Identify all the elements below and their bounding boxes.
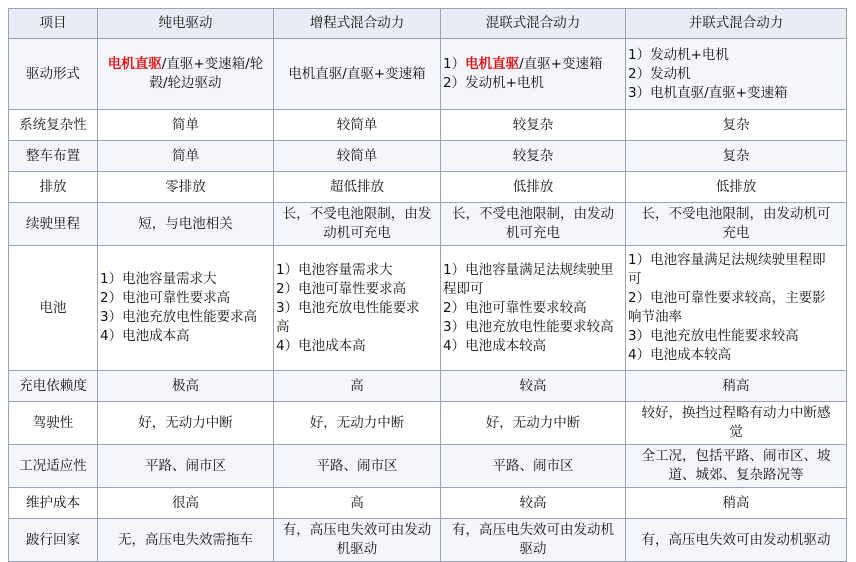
table-cell: [626, 246, 847, 371]
cell-line: [100, 74, 271, 93]
cell-line: [628, 178, 844, 197]
row-label: 电池: [9, 246, 98, 371]
cell-line: [443, 299, 623, 318]
cell-text: 有，高压电失效可由发动机驱动: [641, 531, 831, 548]
cell-line: [628, 65, 844, 84]
header-pure-electric: 纯电驱动: [98, 9, 274, 39]
cell-line: [628, 423, 844, 442]
table-cell: [98, 172, 274, 203]
header-item: 项目: [9, 9, 98, 39]
cell-text: 3）电池充放电性能要求较高: [443, 318, 614, 335]
table-cell: [626, 519, 847, 562]
cell-line: [628, 308, 844, 327]
table-cell: [626, 371, 847, 402]
cell-line: [443, 116, 623, 135]
table-cell: [441, 402, 626, 445]
cell-text: 简单: [172, 116, 199, 133]
cell-text: 低排放: [512, 178, 554, 195]
cell-text: 机驱动: [336, 541, 378, 557]
cell-text: 稍高: [722, 494, 750, 511]
row-label: 充电依赖度: [9, 371, 98, 402]
cell-line: [443, 494, 623, 513]
cell-line: [443, 280, 623, 299]
header-range-extended-hybrid: 增程式混合动力: [274, 9, 441, 39]
row-label: 工况适应性: [9, 445, 98, 488]
table-cell: [626, 488, 847, 519]
cell-text: 无，高压电失效需拖车: [118, 531, 253, 548]
cell-line: [100, 531, 271, 550]
cell-text: 平路、闹市区: [145, 457, 226, 474]
table-cell: [274, 519, 441, 562]
cell-line: [628, 46, 844, 65]
cell-text: 简单: [172, 147, 199, 164]
cell-line: [628, 224, 844, 243]
table-row: [9, 246, 847, 371]
cell-line: [443, 457, 623, 476]
cell-text: 较复杂: [512, 116, 554, 133]
table-cell: [274, 488, 441, 519]
table-row: [9, 402, 847, 445]
cell-text: 复杂: [722, 147, 750, 164]
cell-line: [100, 116, 271, 135]
table-header-row: [9, 9, 847, 39]
cell-text: 毂/轮边驱动: [149, 75, 222, 91]
cell-text: 2）电池可靠性要求较高，主要影: [628, 290, 826, 306]
table-cell: [274, 445, 441, 488]
cell-text: 短，与电池相关: [138, 215, 233, 232]
table-cell: [441, 371, 626, 402]
cell-text: 较高: [519, 377, 547, 394]
cell-text: 超低排放: [330, 178, 384, 195]
row-label: 驱动形式: [9, 39, 98, 110]
cell-text: 觉: [729, 424, 743, 440]
cell-line: [443, 540, 623, 559]
comparison-table-container: [8, 8, 847, 562]
cell-line: [276, 65, 438, 84]
cell-line: [100, 494, 271, 513]
table-cell: [98, 246, 274, 371]
cell-line: [100, 270, 271, 289]
cell-text: 充电: [722, 225, 750, 241]
cell-line: [100, 178, 271, 197]
table-cell: [274, 371, 441, 402]
table-cell: [98, 402, 274, 445]
table-cell: [626, 172, 847, 203]
table-cell: [626, 402, 847, 445]
cell-text: 高: [276, 318, 290, 335]
table-cell: [441, 172, 626, 203]
cell-line: [443, 414, 623, 433]
table-cell: [98, 110, 274, 141]
cell-line: [100, 147, 271, 166]
cell-text: 平路、闹市区: [492, 457, 574, 474]
table-cell: [274, 172, 441, 203]
cell-line: [276, 147, 438, 166]
cell-line: [628, 327, 844, 346]
cell-text: 较简单: [336, 116, 378, 133]
table-cell: [626, 203, 847, 246]
cell-text: 较复杂: [512, 147, 554, 164]
cell-line: [628, 447, 844, 466]
cell-line: [276, 521, 438, 540]
table-cell: [441, 488, 626, 519]
cell-text: 4）电池成本较高: [628, 347, 732, 363]
table-cell: [441, 39, 626, 110]
table-cell: [441, 203, 626, 246]
table-cell: [274, 402, 441, 445]
table-row: [9, 39, 847, 110]
table-cell: [274, 141, 441, 172]
cell-text: 有，高压电失效可由发动机: [452, 522, 614, 538]
cell-line: [100, 55, 271, 74]
cell-line: [443, 74, 623, 93]
table-row: [9, 172, 847, 203]
row-label: 系统复杂性: [9, 110, 98, 141]
cell-line: [628, 494, 844, 513]
cell-line: [443, 205, 623, 224]
cell-text: 机可充电: [506, 225, 560, 241]
cell-line: [276, 377, 438, 396]
table-row: [9, 203, 847, 246]
cell-text: 复杂: [722, 116, 750, 133]
cell-text: 极高: [172, 377, 199, 394]
table-cell: [274, 246, 441, 371]
cell-text: 长，不受电池限制，由发: [282, 206, 432, 222]
cell-line: [443, 224, 623, 243]
cell-line: [443, 55, 623, 74]
cell-text: 2）电池可靠性要求较高: [443, 299, 587, 316]
cell-text: /直驱+变速箱/轮: [161, 56, 264, 72]
cell-line: [100, 327, 271, 346]
cell-line: [276, 337, 438, 356]
cell-line: [628, 84, 844, 103]
cell-text: 较高: [519, 494, 547, 511]
row-label: 续驶里程: [9, 203, 98, 246]
cell-line: [628, 270, 844, 289]
cell-line: [628, 116, 844, 135]
cell-text: 响节油率: [628, 309, 682, 325]
cell-text: 1）电池容量满足法规续驶里程即: [628, 252, 826, 268]
table-cell: [274, 110, 441, 141]
table-row: [9, 488, 847, 519]
table-row: [9, 371, 847, 402]
cell-line: [276, 116, 438, 135]
cell-line: [443, 377, 623, 396]
cell-line: [628, 147, 844, 166]
cell-text: 3）电池充放电性能要求高: [100, 309, 258, 325]
table-row: [9, 141, 847, 172]
cell-text: 1）电池容量满足法规续驶里: [443, 261, 614, 278]
cell-text: 长，不受电池限制，由发动: [452, 206, 614, 222]
cell-line: [276, 178, 438, 197]
cell-text: 1）电池容量需求大: [100, 271, 217, 287]
cell-line: [628, 404, 844, 423]
table-cell: [441, 445, 626, 488]
cell-line: [443, 337, 623, 356]
cell-text: 道、城郊、复杂路况等: [668, 467, 804, 483]
row-label: 维护成本: [9, 488, 98, 519]
cell-line: [100, 377, 271, 396]
table-cell: [274, 203, 441, 246]
highlighted-text: 电机直驱: [107, 56, 162, 72]
cell-text: 2）电池可靠性要求高: [276, 280, 407, 297]
cell-text: 动机可充电: [323, 225, 391, 241]
table-cell: [98, 445, 274, 488]
cell-line: [628, 531, 844, 550]
table-cell: [98, 371, 274, 402]
cell-text: 电机直驱/直驱+变速箱: [288, 65, 426, 82]
cell-text: 很高: [172, 494, 199, 511]
cell-line: [628, 205, 844, 224]
cell-text: 4）电池成本高: [100, 328, 190, 344]
cell-text: 好，无动力中断: [138, 414, 233, 431]
cell-line: [276, 205, 438, 224]
cell-line: [443, 178, 623, 197]
cell-line: [276, 299, 438, 318]
header-series-parallel-hybrid: 混联式混合动力: [441, 9, 626, 39]
cell-line: [276, 457, 438, 476]
cell-line: [628, 346, 844, 365]
cell-text: 程即可: [443, 280, 484, 297]
cell-line: [100, 414, 271, 433]
cell-line: [100, 308, 271, 327]
table-row: [9, 110, 847, 141]
cell-text: 驱动: [519, 541, 547, 557]
cell-text: 3）电池充放电性能要求: [276, 299, 420, 316]
table-cell: [274, 39, 441, 110]
cell-line: [276, 494, 438, 513]
cell-text: 1）电池容量需求大: [276, 261, 393, 278]
cell-text: 好，无动力中断: [485, 414, 581, 431]
table-row: [9, 445, 847, 488]
cell-line: [100, 215, 271, 234]
row-label: 整车布置: [9, 141, 98, 172]
cell-line: [276, 280, 438, 299]
cell-text: 2）发动机+电机: [443, 75, 544, 91]
cell-text: 高: [350, 494, 364, 511]
table-cell: [98, 141, 274, 172]
table-cell: [98, 519, 274, 562]
table-cell: [441, 141, 626, 172]
cell-text: 2）发动机: [628, 65, 691, 82]
cell-text: 高: [350, 377, 364, 394]
cell-text: 稍高: [722, 377, 750, 394]
table-cell: [441, 519, 626, 562]
cell-line: [276, 224, 438, 243]
cell-text: 3）电池充放电性能要求较高: [628, 328, 799, 344]
cell-line: [443, 261, 623, 280]
cell-text: 低排放: [715, 178, 757, 195]
row-label: 驾驶性: [9, 402, 98, 445]
highlighted-text: 电机直驱: [465, 56, 520, 72]
table-cell: [626, 445, 847, 488]
cell-text: /直驱+变速箱: [519, 56, 603, 72]
cell-line: [276, 540, 438, 559]
table-cell: [441, 246, 626, 371]
cell-line: [100, 457, 271, 476]
cell-line: [443, 147, 623, 166]
table-cell: [626, 39, 847, 110]
table-cell: [441, 110, 626, 141]
cell-text: 4）电池成本较高: [443, 337, 547, 354]
cell-text: 4）电池成本高: [276, 337, 366, 354]
cell-text: 3）电机直驱/直驱+变速箱: [628, 84, 788, 101]
cell-line: [443, 318, 623, 337]
cell-text: 零排放: [165, 178, 206, 195]
table-cell: [626, 110, 847, 141]
table-row: [9, 519, 847, 562]
cell-text: 平路、闹市区: [316, 457, 398, 474]
cell-line: [628, 251, 844, 270]
cell-line: [443, 521, 623, 540]
cell-text: 较好，换挡过程略有动力中断感: [641, 405, 831, 421]
cell-line: [628, 466, 844, 485]
row-label: 跛行回家: [9, 519, 98, 562]
table-cell: [626, 141, 847, 172]
powertrain-comparison-table: [8, 8, 847, 562]
cell-line: [100, 289, 271, 308]
cell-line: [276, 414, 438, 433]
table-cell: [98, 488, 274, 519]
table-cell: [98, 39, 274, 110]
row-label: 排放: [9, 172, 98, 203]
cell-line: [276, 261, 438, 280]
cell-text: 有，高压电失效可由发动: [282, 522, 432, 538]
cell-text: 好，无动力中断: [309, 414, 405, 431]
cell-line: [628, 289, 844, 308]
cell-text: 1）: [443, 56, 466, 72]
cell-line: [276, 318, 438, 337]
table-cell: [98, 203, 274, 246]
cell-text: 长，不受电池限制，由发动机可: [641, 206, 831, 222]
header-parallel-hybrid: 并联式混合动力: [626, 9, 847, 39]
cell-text: 全工况，包括平路、闹市区、坡: [641, 448, 831, 464]
cell-text: 较简单: [336, 147, 378, 164]
cell-text: 2）电池可靠性要求高: [100, 290, 231, 306]
cell-line: [628, 377, 844, 396]
cell-text: 可: [628, 271, 642, 287]
cell-text: 1）发动机+电机: [628, 46, 729, 63]
